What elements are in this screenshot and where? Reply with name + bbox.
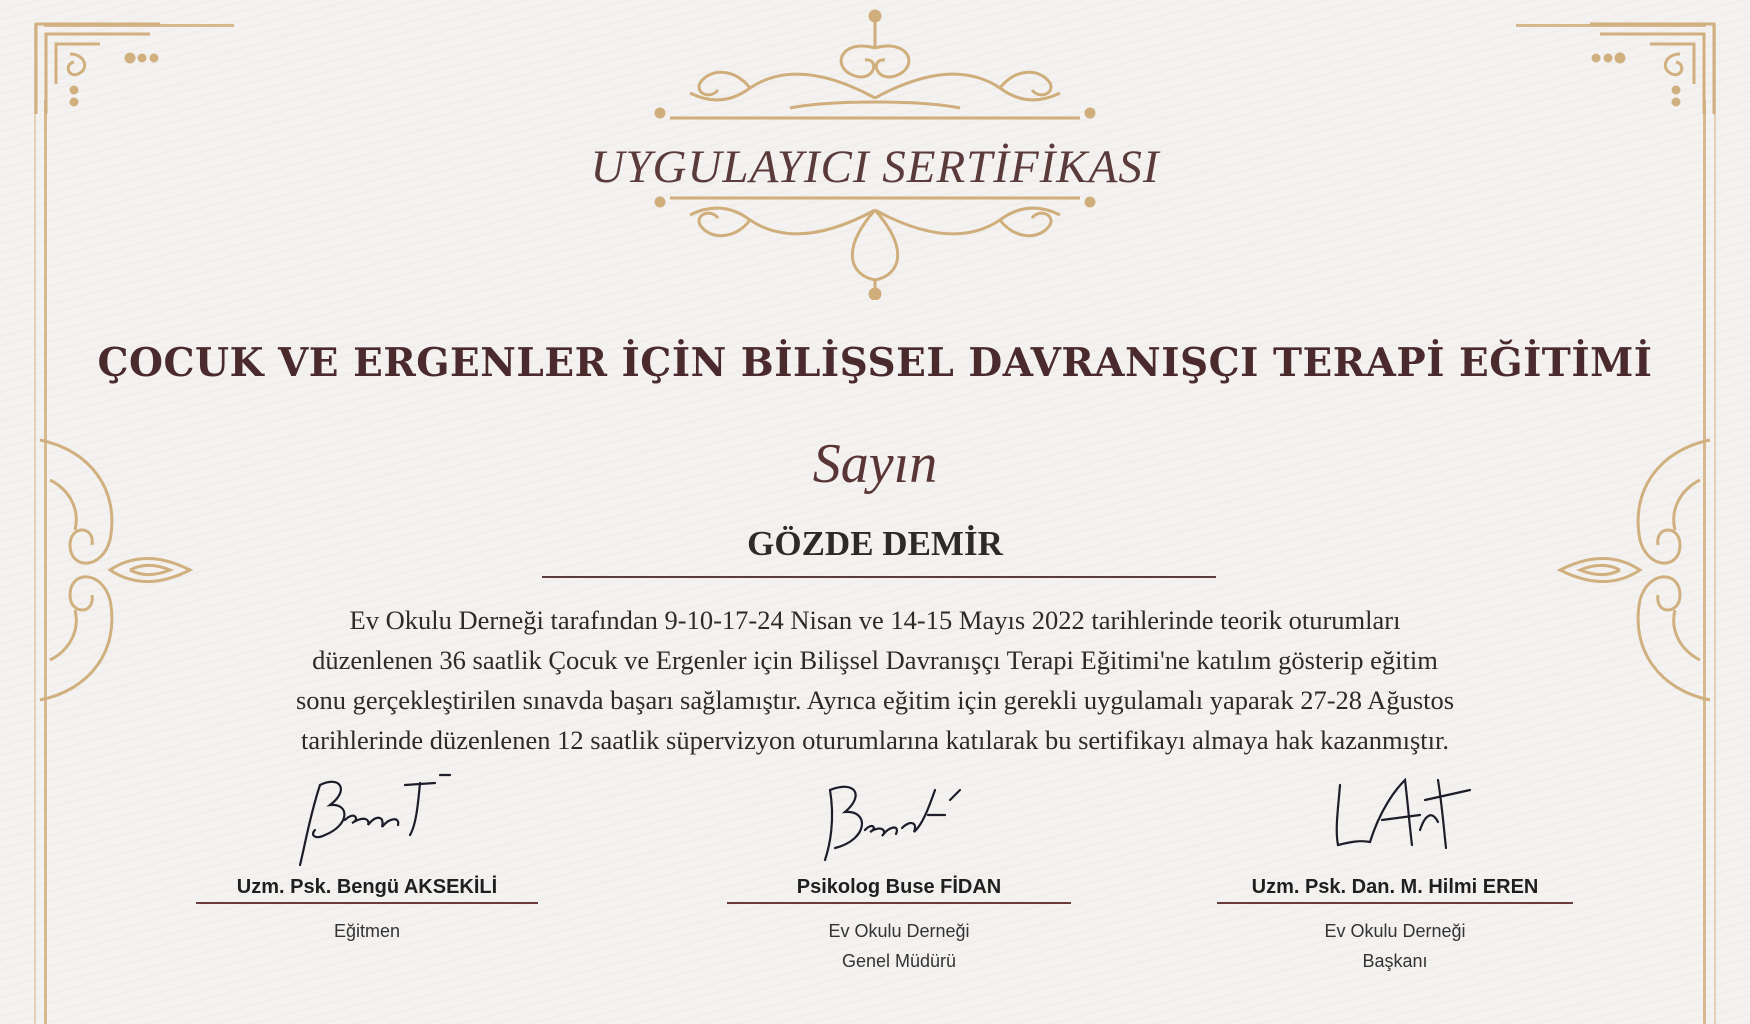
signatory-3: [1217, 876, 1573, 976]
signatory-name: Uzm. Psk. Dan. M. Hilmi EREN: [1251, 876, 1539, 898]
recipient-underline: [542, 576, 1216, 578]
signature-line: [727, 902, 1071, 904]
signatory-1: [196, 876, 538, 946]
body-line: tarihlerinde düzenlenen 12 saatlik süpervizyon oturumlarına katılarak bu sertifikayı almaya hak kazanmıştır.: [301, 725, 1449, 755]
body-line: Ev Okulu Derneği tarafından 9-10-17-24 Nisan ve 14-15 Mayıs 2022 tarihlerinde teorik oturumları: [349, 605, 1401, 635]
signatory-role-line: Ev Okulu Derneği: [828, 921, 970, 941]
salutation: Sayın: [812, 433, 938, 495]
program-title: ÇOCUK VE ERGENLER İÇİN BİLİŞSEL DAVRANIŞÇI TERAPİ EĞİTİMİ: [97, 340, 1653, 386]
signature-line: [196, 902, 538, 904]
certificate-body: [160, 600, 1590, 760]
signatory-role: [196, 916, 538, 946]
filigree-ornament-icon: [640, 190, 1110, 300]
signatory-role-line: Genel Müdürü: [841, 951, 957, 971]
signature-icon: [810, 770, 980, 870]
signature-icon: [290, 765, 460, 875]
signatory-2: [727, 876, 1071, 976]
filigree-ornament-icon: [640, 8, 1110, 138]
signatory-name: Uzm. Psk. Bengü AKSEKİLİ: [236, 876, 498, 898]
body-line: düzenlenen 36 saatlik Çocuk ve Ergenler için Bilişsel Davranışçı Terapi Eğitimi'ne katılım gösterip eğitim: [312, 645, 1438, 675]
corner-ornament-icon: [30, 14, 170, 124]
signatory-role-line: Başkanı: [1362, 951, 1428, 971]
certificate-title: UYGULAYICI SERTİFİKASI: [590, 141, 1160, 193]
signatory-role-line: Ev Okulu Derneği: [1324, 921, 1466, 941]
body-line: sonu gerçekleştirilen sınavda başarı sağlamıştır. Ayrıca eğitim için gerekli uygulamalı yaparak 27-28 Ağustos: [295, 685, 1455, 715]
signature-line: [1217, 902, 1573, 904]
signature-icon: [1320, 760, 1490, 860]
corner-ornament-icon: [1580, 14, 1720, 124]
signatory-role: [727, 916, 1071, 976]
signatory-name: Psikolog Buse FİDAN: [796, 876, 1002, 898]
signatory-role-line: Eğitmen: [333, 921, 401, 941]
signatory-role: [1217, 916, 1573, 976]
recipient-name: GÖZDE DEMİR: [747, 524, 1003, 563]
